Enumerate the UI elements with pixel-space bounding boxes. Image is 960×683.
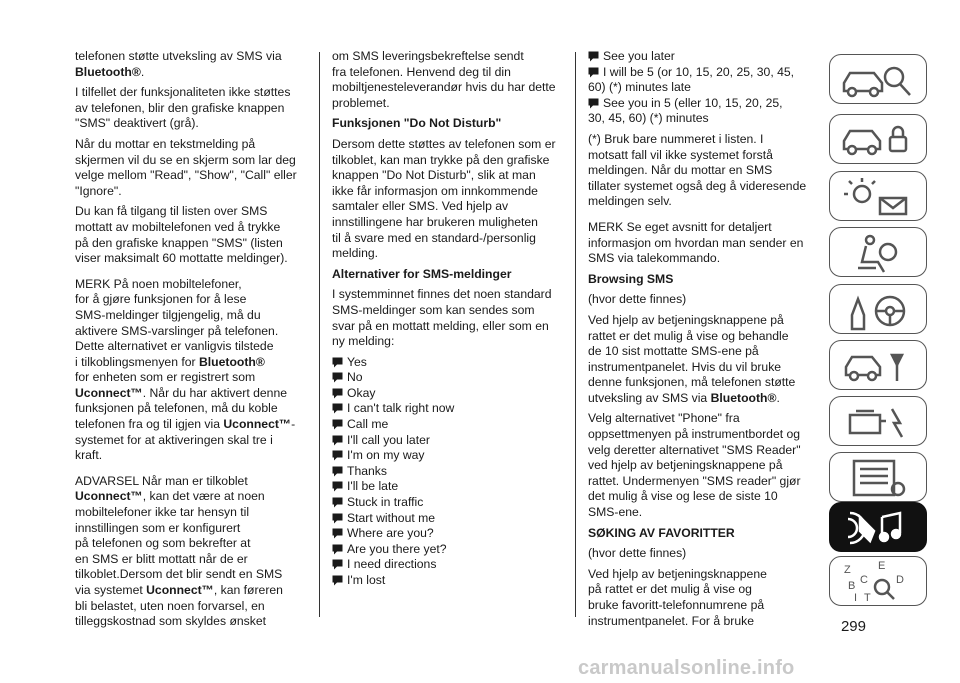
message-bubble-icon	[588, 98, 599, 109]
text-line: telefonen støtte utveksling av SMS via	[75, 49, 282, 63]
text-line: mobiltjenesteleverandør hvis du har dette	[332, 80, 556, 95]
text-line: for å gjøre funksjonen for å lese	[75, 292, 247, 307]
note-voice-command	[588, 220, 820, 267]
option-text: Are you there yet?	[347, 541, 447, 556]
text-line: -	[291, 417, 296, 432]
text-line: til å svare med en standard-/personlig	[332, 230, 536, 245]
option-text: I need directions	[347, 557, 437, 572]
text-line: motsatt fall vil ikke systemet forstå	[588, 147, 773, 162]
chapter-tab-index[interactable]	[829, 556, 927, 606]
option-text: I'm on my way	[347, 448, 425, 463]
option-text: No	[347, 370, 363, 385]
list-item	[332, 542, 566, 558]
text-line: problemet.	[332, 95, 390, 110]
multimedia-icon	[830, 503, 927, 552]
text-line: på rattet er det mulig å vise og	[588, 582, 752, 597]
engine-breakdown-icon	[830, 397, 927, 446]
text-line: "SMS" deaktivert (grå).	[75, 116, 199, 131]
text-line: tilkoblet, kan man trykke på den grafiske	[332, 152, 550, 167]
text-line: tilkoblet.Dersom det blir sendt en SMS	[75, 567, 283, 582]
text-line: telefonen fra og til igjen via	[75, 417, 224, 432]
text-line: ikke får informasjon om innkommende	[332, 183, 538, 198]
text-line: . Når du har aktivert denne	[142, 385, 288, 400]
text-line: ved hjelp av betjeningsknappene på	[588, 458, 783, 473]
airbag-seat-icon	[830, 228, 927, 277]
message-bubble-icon	[332, 559, 343, 570]
chapter-tab-car-info[interactable]	[829, 54, 927, 104]
text-line: de 10 sist mottatte SMS-ene på	[588, 344, 759, 359]
technical-data-list-icon	[830, 453, 927, 502]
chapter-tab-safety[interactable]	[829, 227, 927, 277]
list-item	[332, 479, 566, 495]
option-text: I'll be late	[347, 479, 399, 494]
message-bubble-icon	[332, 388, 343, 399]
text-line: , kan føreren	[213, 583, 283, 597]
text-line: meldingen. Når du mottar en SMS	[588, 163, 773, 178]
message-bubble-icon	[332, 372, 343, 383]
text-line: bruke favoritt-telefonnumrene på	[588, 598, 765, 612]
message-bubble-icon	[332, 481, 343, 492]
text-line: I tilfellet der funksjonaliteten ikke støttes	[75, 85, 291, 100]
text-line: knappen "Do Not Disturb", slik at man	[332, 168, 536, 183]
text-line: denne funksjonen, må telefonen støtte	[588, 375, 796, 390]
uconnect-term: Uconnect™	[75, 489, 143, 504]
list-item	[588, 96, 820, 112]
message-bubble-icon	[588, 51, 599, 62]
footnote-numbers	[588, 132, 820, 210]
option-text-continued: 60) (*) minutes late	[588, 80, 691, 95]
paragraph-do-not-disturb	[332, 137, 566, 262]
text-line: instrumentpanelet. Hvis du vil bruke	[588, 359, 782, 374]
text-line: via systemet	[75, 583, 147, 597]
index-letter: C	[860, 574, 868, 586]
favorites-availability: (hvor dette finnes)	[588, 546, 687, 561]
paragraph-not-supported	[75, 85, 307, 132]
text-line: Når du mottar en tekstmelding på	[75, 136, 256, 151]
heading-browsing-sms: Browsing SMS	[588, 271, 674, 286]
text-line: innstillingene har brukeren muligheten	[332, 214, 538, 229]
text-line: .	[776, 390, 780, 405]
option-text: I'll call you later	[347, 432, 430, 447]
index-letter: Z	[844, 564, 851, 576]
text-line: kraft.	[75, 448, 103, 463]
text-line: ny melding:	[332, 334, 395, 349]
option-text: Start without me	[347, 510, 436, 525]
list-item	[332, 401, 566, 417]
column-3	[588, 49, 820, 634]
message-bubble-icon	[332, 544, 343, 555]
text-line: svar på en mottatt melding, eller som en	[332, 318, 549, 333]
text-line: SMS-meldinger som kan sendes som	[332, 302, 535, 317]
text-line: mobiltelefoner ikke tar hensyn til	[75, 505, 250, 520]
index-letter: E	[878, 560, 886, 572]
text-line: bli belastet, uten noen forvarsel, en	[75, 598, 265, 613]
text-line: for enheten som er registrert som	[75, 370, 256, 385]
text-line: viser maksimalt 60 mottatte meldinger).	[75, 251, 288, 266]
chapter-tab-keys[interactable]	[829, 114, 927, 164]
text-line: om SMS leveringsbekreftelse sendt	[332, 49, 524, 63]
column-divider	[319, 52, 320, 617]
car-info-icon	[830, 55, 927, 104]
steering-wheel-icon	[830, 285, 927, 334]
message-bubble-icon	[332, 497, 343, 508]
list-item	[588, 49, 820, 65]
text-line: velge mellom "Read", "Show", "Call" eller	[75, 168, 297, 183]
warning-lights-message-icon	[830, 172, 927, 221]
paragraph-sms-alternatives	[332, 287, 566, 349]
bluetooth-term: Bluetooth®	[75, 64, 141, 79]
option-text: See you later	[603, 49, 675, 63]
text-line: Ved hjelp av betjeningsknappene på	[588, 312, 784, 327]
text-line: SMS-ene.	[588, 505, 643, 520]
text-line: "Ignore".	[75, 183, 122, 198]
text-line: Dersom dette støttes av telefonen som er	[332, 136, 556, 151]
message-bubble-icon	[332, 513, 343, 524]
watermark: carmanualsonline.info	[578, 657, 795, 679]
list-item	[332, 370, 566, 386]
chapter-tab-warning-lights[interactable]	[829, 171, 927, 221]
text-line: , kan det være at noen	[142, 489, 265, 504]
text-line: tillater systemet også deg å videresende	[588, 178, 807, 193]
text-line: Ved hjelp av betjeningsknappene	[588, 566, 767, 581]
browsing-availability: (hvor dette finnes)	[588, 292, 687, 307]
text-line: (*) Bruk bare nummeret i listen. I	[588, 131, 764, 146]
list-item	[332, 573, 566, 589]
message-bubble-icon	[332, 450, 343, 461]
text-line: Velg alternativet "Phone" fra	[588, 411, 740, 426]
paragraph-favorites	[588, 567, 820, 629]
text-line: SMS-meldinger tilgjengelig, må du	[75, 307, 261, 322]
column-2	[332, 49, 566, 594]
option-text: I can't talk right now	[347, 401, 455, 416]
text-line: en SMS er blitt mottatt når de er	[75, 551, 248, 566]
bluetooth-term: Bluetooth®	[710, 390, 777, 405]
paragraph-browsing-sms	[588, 313, 820, 407]
sms-options-list-continued	[588, 49, 820, 127]
option-text: I'm lost	[347, 573, 386, 587]
warning-sms-cost	[75, 474, 307, 630]
message-bubble-icon	[332, 435, 343, 446]
text-line: velg deretter alternativet "SMS Reader"	[588, 442, 801, 457]
message-bubble-icon	[332, 419, 343, 430]
text-line: SMS via talekommando.	[588, 251, 721, 266]
paragraph-delivery-confirmation	[332, 49, 566, 111]
list-item	[332, 511, 566, 527]
sms-options-list	[332, 355, 566, 589]
text-line: mottatt av mobiltelefonen ved å trykke	[75, 219, 281, 234]
text-line: innstillingen som er konfigurert	[75, 520, 241, 535]
chapter-tab-maintenance[interactable]	[829, 340, 927, 390]
option-text: Where are you?	[347, 526, 434, 541]
chapter-tab-emergency[interactable]	[829, 396, 927, 446]
list-item	[332, 433, 566, 449]
message-bubble-icon	[332, 403, 343, 414]
heading-favorites: SØKING AV FAVORITTER	[588, 525, 735, 540]
option-text: Call me	[347, 417, 389, 432]
option-text: Yes	[347, 354, 367, 369]
car-service-icon	[830, 341, 927, 390]
text-line: rattet er det mulig å vise og behandle	[588, 328, 789, 343]
text-line: rattet. Undermenyen "SMS reader" gjør	[588, 473, 801, 488]
text-line: utveksling av SMS via	[588, 390, 711, 405]
message-bubble-icon	[332, 466, 343, 477]
option-text: Okay	[347, 385, 376, 400]
text-line: tilleggskostnad som skyldes ønsket	[75, 614, 267, 629]
option-text: I will be 5 (or 10, 15, 20, 25, 30, 45,	[603, 64, 795, 79]
text-line: det mulig å vise og lese de siste 10	[588, 489, 778, 504]
text-line: i tilkoblingsmenyen for	[75, 354, 199, 369]
text-line: av telefonen, blir den grafiske knappen	[75, 100, 285, 115]
option-text: See you in 5 (eller 10, 15, 20, 25,	[603, 95, 783, 110]
text-line: på telefonen og som bekrefter at	[75, 536, 251, 551]
message-bubble-icon	[332, 575, 343, 586]
text-line: instrumentpanelet. For å bruke	[588, 613, 754, 628]
alphabetical-index-icon	[830, 557, 927, 606]
index-letter: I	[854, 592, 858, 604]
list-item	[588, 65, 820, 81]
paragraph-receive-sms	[75, 137, 307, 199]
list-item	[332, 417, 566, 433]
list-item	[332, 495, 566, 511]
list-item	[332, 386, 566, 402]
text-line: skjermen vil du se en skjerm som lar deg	[75, 152, 296, 167]
bluetooth-term: Bluetooth®	[198, 354, 265, 369]
message-bubble-icon	[588, 67, 599, 78]
list-item	[332, 557, 566, 573]
column-1	[75, 49, 307, 635]
list-item	[332, 355, 566, 371]
heading-sms-alternatives: Alternativer for SMS-meldinger	[332, 266, 512, 281]
uconnect-term: Uconnect™	[223, 417, 292, 432]
chapter-tab-multimedia[interactable]	[829, 502, 927, 552]
option-text: Stuck in traffic	[347, 495, 424, 510]
chapter-tab-driving[interactable]	[829, 284, 927, 334]
index-letter: T	[864, 592, 871, 604]
list-item	[332, 526, 566, 542]
text-line: oppsettmenyen på instrumentbordet og	[588, 427, 801, 442]
list-item	[332, 448, 566, 464]
column-divider	[575, 52, 576, 617]
paragraph-sms-list	[75, 204, 307, 266]
text-line: MERK På noen mobiltelefoner,	[75, 276, 242, 291]
text-line: fra telefonen. Henvend deg til din	[332, 64, 511, 79]
text-line: samtaler eller SMS. Ved hjelp av	[332, 199, 509, 214]
text-line: MERK Se eget avsnitt for detaljert	[588, 219, 772, 234]
text-line: meldingen selv.	[588, 194, 672, 209]
text-line: på den grafiske knappen "SMS" (listen	[75, 235, 283, 250]
list-item	[332, 464, 566, 480]
text-line: informasjon om hvordan man sender en	[588, 235, 804, 250]
text-line: I systemminnet finnes det noen standard	[332, 287, 552, 302]
paragraph-sms-support	[75, 49, 307, 80]
text-line: Dette alternativet er vanligvis tilstede	[75, 339, 274, 354]
note-sms-notifications	[75, 277, 307, 464]
option-text-continued: 30, 45, 60) (*) minutes	[588, 111, 709, 126]
text-line: ADVARSEL Når man er tilkoblet	[75, 473, 248, 488]
heading-do-not-disturb: Funksjonen "Do Not Disturb"	[332, 116, 502, 131]
text-line: .	[140, 64, 145, 79]
index-letter: D	[896, 574, 904, 586]
index-letter: B	[848, 580, 856, 592]
uconnect-term: Uconnect™	[75, 385, 143, 400]
option-text: Thanks	[347, 463, 387, 478]
page-number: 299	[840, 618, 866, 635]
message-bubble-icon	[332, 528, 343, 539]
text-line: funksjonen på telefonen, må du koble	[75, 401, 278, 416]
chapter-tab-technical-data[interactable]	[829, 452, 927, 502]
uconnect-term: Uconnect™	[146, 583, 214, 597]
car-key-lock-icon	[830, 115, 927, 164]
text-line: systemet for at aktiveringen skal tre i	[75, 432, 273, 447]
message-bubble-icon	[332, 357, 343, 368]
text-line: aktivere SMS-varslinger på telefonen.	[75, 323, 279, 338]
text-line: Du kan få tilgang til listen over SMS	[75, 204, 268, 219]
text-line: melding.	[332, 246, 379, 261]
paragraph-sms-reader	[588, 411, 820, 520]
